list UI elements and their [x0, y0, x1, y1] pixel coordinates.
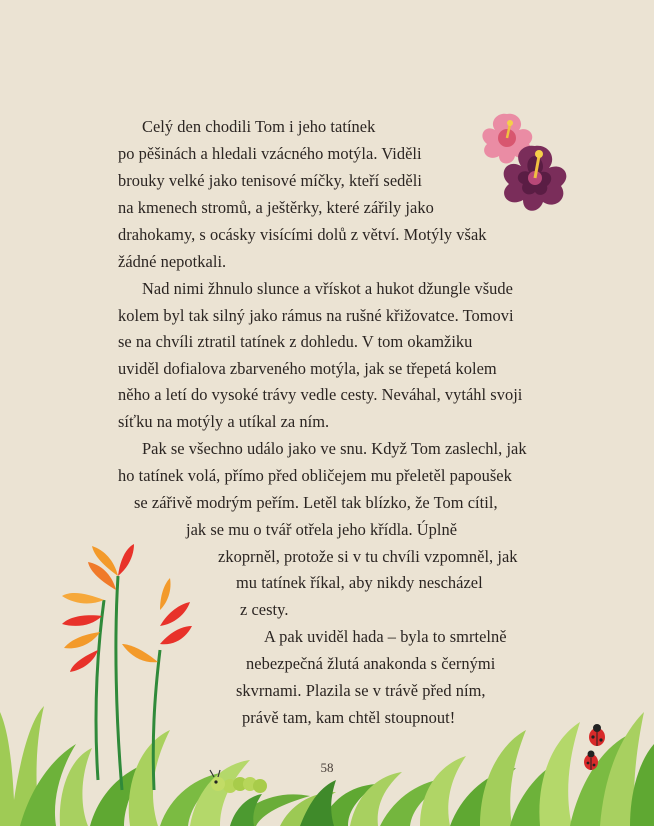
text-line: uviděl dofialova zbarveného motýla, jak se třepetá kolem — [118, 359, 497, 378]
page-number: 58 — [320, 760, 334, 775]
text-line: se zářivě modrým peřím. Letěl tak blízko, že Tom cítil, — [134, 493, 498, 512]
text-line: Nad nimi žhnulo slunce a vřískot a hukot džungle všude — [142, 279, 513, 298]
heliconia-flowers-illustration — [62, 544, 192, 790]
text-line: na kmenech stromů, a ještěrky, které zářily jako — [118, 198, 434, 217]
text-line: síťku na motýly a utíkal za ním. — [118, 412, 330, 431]
text-line: se na chvíli ztratil tatínek z dohledu. V tom okamžiku — [118, 332, 473, 351]
text-line: po pěšinách a hledali vzácného motýla. Viděli — [118, 144, 422, 163]
text-line: žádné nepotkali. — [118, 252, 227, 271]
text-line: něho a letí do vysoké trávy vedle cesty. Neváhal, vytáhl svoji — [118, 385, 523, 404]
text-line: z cesty. — [240, 600, 289, 619]
text-line: Pak se všechno událo jako ve snu. Když Tom zaslechl, jak — [142, 439, 527, 458]
text-line: mu tatínek říkal, aby nikdy nescházel — [236, 573, 483, 592]
text-line: kolem byl tak silný jako rámus na rušné křižovatce. Tomovi — [118, 306, 514, 325]
text-line: drahokamy, s ocásky visícími dolů z větví. Motýly však — [118, 225, 487, 244]
text-line: A pak uviděl hada – byla to smrtelně — [264, 627, 507, 646]
text-line: skvrnami. Plazila se v trávě před ním, — [236, 681, 486, 700]
text-line: ho tatínek volá, přímo před obličejem mu přeletěl papoušek — [118, 466, 512, 485]
text-line: zkoprněl, protože si v tu chvíli vzpomněl, jak — [218, 547, 518, 566]
text-line: nebezpečná žlutá anakonda s černými — [246, 654, 496, 673]
hibiscus-flowers-illustration — [482, 114, 566, 211]
text-line: brouky velké jako tenisové míčky, kteří seděli — [118, 171, 422, 190]
text-line: jak se mu o tvář otřela jeho křídla. Úplně — [186, 520, 458, 539]
text-line: Celý den chodili Tom i jeho tatínek — [142, 117, 376, 136]
text-line: právě tam, kam chtěl stoupnout! — [242, 708, 456, 727]
